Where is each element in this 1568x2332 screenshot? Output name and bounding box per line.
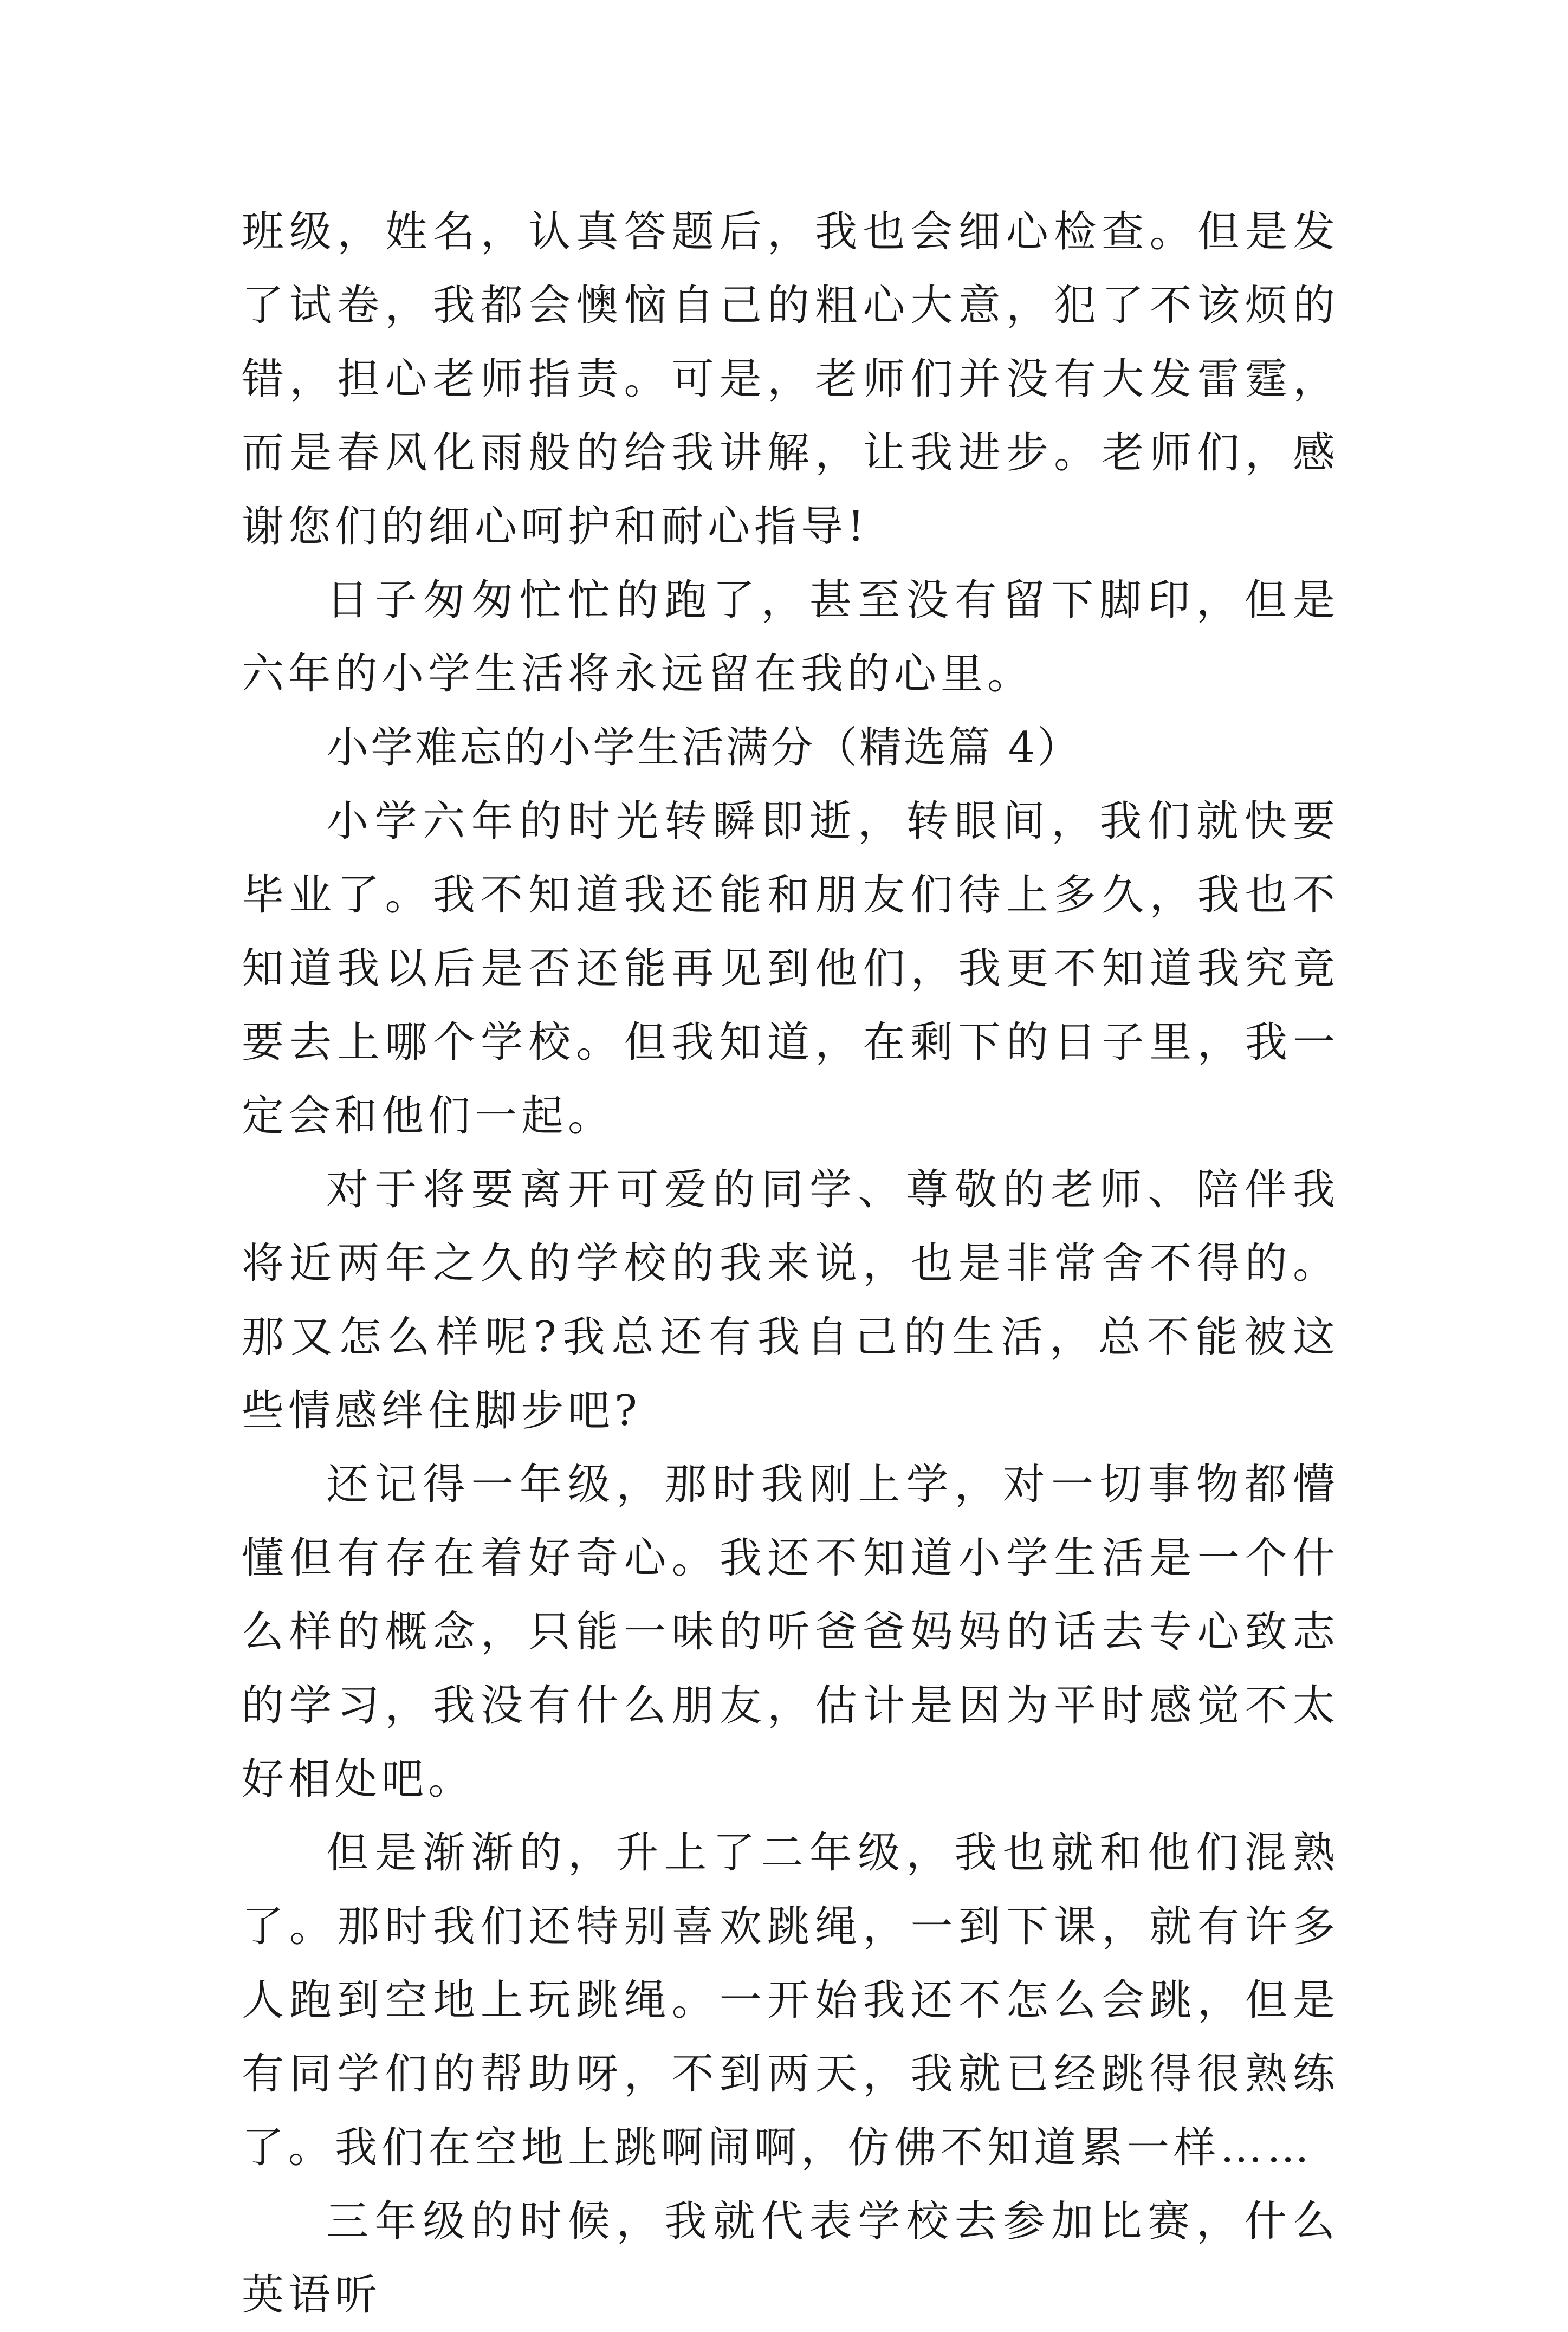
paragraph: 小学六年的时光转瞬即逝，转眼间，我们就快要毕业了。我不知道我还能和朋友们待上多久，我也不知道我以后是否还能再见到他们，我更不知道我究竟要去上哪个学校。但我知道，在剩下的日子里，我一定会和他们一起。 [242,797,1339,1141]
paragraph: 对于将要离开可爱的同学、尊敬的老师、陪伴我将近两年之久的学校的我来说，也是非常舍不得的。那又怎么样呢?我总还有我自己的生活，总不能被这些情感绊住脚步吧? [242,1165,1339,1435]
paragraph: 但是渐渐的，升上了二年级，我也就和他们混熟了。那时我们还特别喜欢跳绳，一到下课，就有许多人跑到空地上玩跳绳。一开始我还不怎么会跳，但是有同学们的帮助呀，不到两天，我就已经跳得很熟练了。我们在空地上跳啊闹啊，仿佛不知道累一样…… [242,1829,1339,2172]
section-heading: 小学难忘的小学生活满分（精选篇 4） [326,723,1082,772]
paragraph-continuation: 班级，姓名，认真答题后，我也会细心检查。但是发了试卷，我都会懊恼自己的粗心大意，犯了不该烦的错，担心老师指责。可是，老师们并没有大发雷霆，而是春风化雨般的给我讲解，让我进步。老师们，感谢您们的细心呵护和耐心指导! [242,208,1339,551]
paragraph: 还记得一年级，那时我刚上学，对一切事物都懵懂但有存在着好奇心。我还不知道小学生活是一个什么样的概念，只能一味的听爸爸妈妈的话去专心致志的学习，我没有什么朋友，估计是因为平时感觉不太好相处吧。 [242,1460,1339,1804]
document-body [242,195,1339,2332]
paragraph: 三年级的时候，我就代表学校去参加比赛，什么英语听 [242,2197,1339,2320]
paragraph: 日子匆匆忙忙的跑了，甚至没有留下脚印，但是六年的小学生活将永远留在我的心里。 [242,576,1339,698]
